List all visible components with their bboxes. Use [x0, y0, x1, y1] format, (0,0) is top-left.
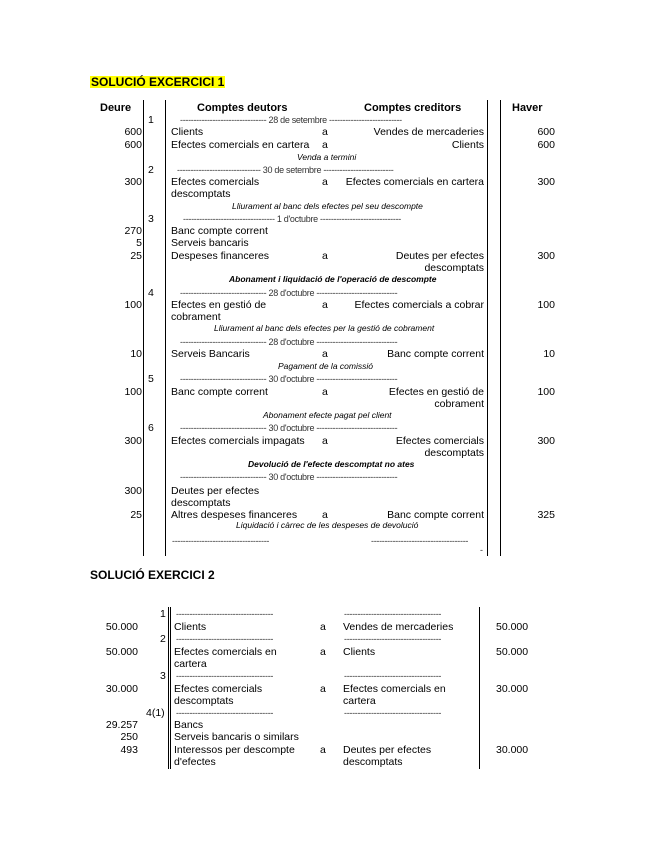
- separator-left: ------------------------------------: [176, 708, 274, 718]
- debit-account: Efectes comercials: [171, 176, 260, 188]
- debit-amount: 493: [120, 744, 138, 756]
- date-separator: -------------------------------- 30 d'octubre ------------------------------: [180, 374, 398, 384]
- entry-number: 2: [160, 633, 166, 645]
- a-connector: a: [320, 683, 326, 695]
- entry-description: Lliurament al banc dels efectes pel seu descompte: [232, 201, 423, 211]
- credit-account: Banc compte corrent: [387, 509, 484, 521]
- rule-right-2: [500, 100, 501, 556]
- entry-number: 6: [148, 422, 154, 434]
- debit-account: Clients: [171, 126, 204, 138]
- debit-account: Interessos per descompte: [174, 744, 295, 756]
- debit-account-cont: cobrament: [171, 311, 221, 323]
- date-separator: -------------------------------- 28 d'octubre ------------------------------: [180, 337, 398, 347]
- credit-amount: 100: [537, 386, 555, 398]
- debit-account: Efectes comercials: [174, 683, 263, 695]
- a-connector: a: [322, 386, 328, 398]
- credit-account: Deutes per efectes: [343, 744, 432, 756]
- entry-description: Abonament efecte pagat pel client: [263, 410, 392, 420]
- entry-number: 1: [148, 114, 154, 126]
- debit-account: Efectes comercials en cartera: [171, 139, 310, 151]
- entry-number: 3: [160, 670, 166, 682]
- credit-amount: 300: [537, 176, 555, 188]
- entry-number: 5: [148, 373, 154, 385]
- debit-account: Efectes comercials impagats: [171, 435, 305, 447]
- credit-amount: 50.000: [496, 646, 529, 658]
- credit-account: Efectes comercials a cobrar: [354, 299, 484, 311]
- date-separator: ------------------------------- 30 de setembre --------------------------: [177, 165, 394, 175]
- debit-amount: 270: [124, 225, 142, 237]
- entry-description: Venda a termini: [297, 152, 357, 162]
- credit-amount: 300: [537, 250, 555, 262]
- debit-amount: 10: [130, 348, 142, 360]
- entry-description: Devolució de l'efecte descomptat no ates: [248, 459, 415, 469]
- debit-account: Bancs: [174, 719, 204, 731]
- header-deure: Deure: [100, 102, 132, 114]
- credit-account: Banc compte corrent: [387, 348, 484, 360]
- separator-right: ------------------------------------: [344, 708, 442, 718]
- debit-account: Banc compte corrent: [171, 225, 268, 237]
- debit-account: Efectes comercials en: [174, 646, 277, 658]
- credit-amount: 50.000: [496, 621, 529, 633]
- rule-left-1: [143, 100, 144, 556]
- debit-amount: 30.000: [105, 683, 138, 695]
- entry-number: 4: [148, 287, 154, 299]
- credit-amount: 100: [537, 299, 555, 311]
- debit-account: Efectes en gestió de: [171, 299, 267, 311]
- entry-description: Liquidació i càrrec de les despeses de devolució: [236, 520, 419, 530]
- credit-amount: 600: [537, 126, 555, 138]
- separator-right: ------------------------------------: [344, 671, 442, 681]
- a-connector: a: [322, 435, 328, 447]
- debit-amount: 50.000: [105, 646, 138, 658]
- credit-account-cont: descomptats: [424, 447, 484, 459]
- credit-account-cont: descomptats: [424, 262, 484, 274]
- debit-amount: 600: [124, 139, 142, 151]
- debit-amount: 100: [124, 386, 142, 398]
- debit-amount: 25: [130, 250, 142, 262]
- a-connector: a: [322, 139, 328, 151]
- separator-left: ------------------------------------: [176, 634, 274, 644]
- debit-account: Banc compte corrent: [171, 386, 268, 398]
- separator-left: ------------------------------------: [176, 671, 274, 681]
- debit-account: Serveis bancaris: [171, 237, 249, 249]
- closing-separator-right: ------------------------------------: [371, 536, 469, 546]
- debit-amount: 100: [124, 299, 142, 311]
- credit-account: Efectes en gestió de: [388, 386, 484, 398]
- credit-amount: 30.000: [496, 683, 529, 695]
- entry-number: 4(1): [146, 707, 165, 719]
- debit-amount: 600: [124, 126, 142, 138]
- date-separator: ---------------------------------- 1 d'octubre ------------------------------: [183, 214, 401, 224]
- debit-amount: 300: [124, 176, 142, 188]
- debit-amount: 300: [124, 435, 142, 447]
- debit-account: Altres despeses financeres: [171, 509, 298, 521]
- separator-left: ------------------------------------: [176, 609, 274, 619]
- a-connector: a: [320, 621, 326, 633]
- debit-account: Despeses financeres: [171, 250, 270, 262]
- rule-left-1: [168, 607, 169, 769]
- credit-account: Clients: [451, 139, 484, 151]
- credit-amount: 300: [537, 435, 555, 447]
- a-connector: a: [322, 348, 328, 360]
- rule-right-1: [479, 607, 480, 769]
- credit-amount: 10: [543, 348, 555, 360]
- credit-account: Efectes comercials: [395, 435, 484, 447]
- entry-description: Pagament de la comissió: [278, 361, 373, 371]
- rule-left-2: [165, 100, 166, 556]
- closing-separator-left: ------------------------------------: [172, 536, 270, 546]
- debit-account: Serveis bancaris o similars: [174, 731, 299, 743]
- entry-number: 1: [160, 608, 166, 620]
- entry-number: 2: [148, 164, 154, 176]
- credit-amount: 30.000: [496, 744, 529, 756]
- credit-account: Vendes de mercaderies: [373, 126, 484, 138]
- debit-account-cont: d'efectes: [174, 756, 216, 768]
- date-separator: -------------------------------- 28 de setembre ---------------------------: [180, 115, 402, 125]
- rule-left-2: [170, 607, 171, 769]
- credit-account: Efectes comercials en cartera: [345, 176, 484, 188]
- a-connector: a: [320, 744, 326, 756]
- credit-amount: 600: [537, 139, 555, 151]
- a-connector: a: [322, 509, 328, 521]
- debit-amount: 250: [120, 731, 138, 743]
- credit-account: Clients: [343, 646, 376, 658]
- entry-number: 3: [148, 213, 154, 225]
- a-connector: a: [322, 299, 328, 311]
- credit-account-cont: descomptats: [343, 756, 403, 768]
- debit-account: Deutes per efectes: [171, 485, 260, 497]
- credit-account-cont: cobrament: [434, 398, 484, 410]
- entry-description: Lliurament al banc dels efectes per la gestió de cobrament: [214, 323, 435, 333]
- debit-amount: 50.000: [105, 621, 138, 633]
- rule-right-1: [487, 100, 488, 556]
- closing-tail: -: [480, 545, 483, 555]
- a-connector: a: [320, 646, 326, 658]
- debit-amount: 5: [136, 237, 142, 249]
- header-comptes-creditors: Comptes creditors: [364, 102, 462, 114]
- exercise-1-title: SOLUCIÓ EXCERCICI 1: [91, 75, 225, 89]
- credit-account: Vendes de mercaderies: [343, 621, 454, 633]
- debit-account-cont: descomptats: [171, 188, 231, 200]
- debit-account: Clients: [174, 621, 207, 633]
- separator-right: ------------------------------------: [344, 634, 442, 644]
- debit-account-cont: cartera: [174, 658, 207, 670]
- credit-account: Efectes comercials en: [343, 683, 446, 695]
- credit-account: Deutes per efectes: [395, 250, 484, 262]
- date-separator: -------------------------------- 30 d'octubre ------------------------------: [180, 423, 398, 433]
- entry-description: Abonament i liquidació de l'operació de descompte: [229, 274, 437, 284]
- debit-amount: 29.257: [105, 719, 138, 731]
- exercise-2-title: SOLUCIÓ EXERCICI 2: [90, 568, 215, 582]
- debit-amount: 25: [130, 509, 142, 521]
- a-connector: a: [322, 126, 328, 138]
- debit-account: Serveis Bancaris: [171, 348, 250, 360]
- header-comptes-deutors: Comptes deutors: [197, 102, 288, 114]
- header-haver: Haver: [512, 102, 543, 114]
- credit-account-cont: cartera: [343, 695, 376, 707]
- date-separator: -------------------------------- 28 d'octubre ------------------------------: [180, 288, 398, 298]
- credit-amount: 325: [537, 509, 555, 521]
- date-separator: -------------------------------- 30 d'octubre ------------------------------: [180, 472, 398, 482]
- separator-right: ------------------------------------: [344, 609, 442, 619]
- a-connector: a: [322, 176, 328, 188]
- debit-account-cont: descomptats: [174, 695, 234, 707]
- debit-account-cont: descomptats: [171, 497, 231, 509]
- debit-amount: 300: [124, 485, 142, 497]
- a-connector: a: [322, 250, 328, 262]
